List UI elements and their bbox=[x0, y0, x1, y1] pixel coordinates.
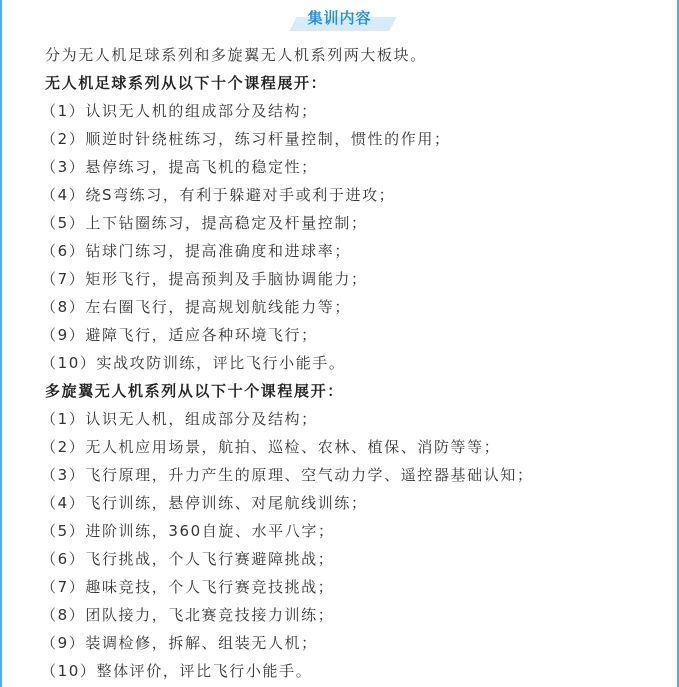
page-title: 集训内容 bbox=[307, 9, 372, 27]
list-item: （3）悬停练习，提高飞机的稳定性； bbox=[41, 158, 318, 176]
list-item: （1）认识无人机，组成部分及结构； bbox=[41, 410, 318, 428]
list-item: （9）避障飞行，适应各种环境飞行； bbox=[41, 326, 318, 344]
list-item: （6）钻球门练习，提高准确度和进球率； bbox=[41, 242, 351, 260]
list-item: （4）绕S弯练习，有利于躲避对手或利于进攻； bbox=[41, 186, 396, 204]
list-item: （5）进阶训练，360自旋、水平八字； bbox=[41, 522, 335, 540]
section-heading-multirotor: 多旋翼无人机系列从以下十个课程展开： bbox=[45, 382, 344, 400]
section-heading-football: 无人机足球系列从以下十个课程展开： bbox=[45, 74, 328, 92]
list-item: （2）顺逆时针绕桩练习，练习杆量控制，惯性的作用； bbox=[41, 130, 451, 148]
list-item: （6）飞行挑战，个人飞行赛避障挑战； bbox=[41, 550, 335, 568]
list-item: （8）团队接力，飞北赛竞技接力训练； bbox=[41, 606, 335, 624]
list-item: （2）无人机应用场景，航拍、巡检、农林、植保、消防等等； bbox=[41, 438, 501, 456]
list-item: （9）装调检修，拆解、组装无人机； bbox=[41, 634, 318, 652]
list-item: （5）上下钻圈练习，提高稳定及杆量控制； bbox=[41, 214, 368, 232]
list-item: （4）飞行训练，悬停训练、对尾航线训练； bbox=[41, 494, 368, 512]
list-item: （7）矩形飞行，提高预判及手脑协调能力； bbox=[41, 270, 368, 288]
list-item: （10）整体评价，评比飞行小能手。 bbox=[41, 662, 313, 680]
title-badge bbox=[297, 5, 381, 31]
list-item: （3）飞行原理，升力产生的原理、空气动力学、遥控器基础认知； bbox=[41, 466, 534, 484]
section-title bbox=[0, 5, 679, 31]
list-item: （1）认识无人机的组成部分及结构； bbox=[41, 102, 318, 120]
list-item: （8）左右圈飞行，提高规划航线能力等； bbox=[41, 298, 351, 316]
intro-text: 分为无人机足球系列和多旋翼无人机系列两大板块。 bbox=[45, 46, 427, 64]
article-body bbox=[41, 41, 665, 685]
list-item: （7）趣味竞技，个人飞行赛竞技挑战； bbox=[41, 578, 335, 596]
list-item: （10）实战攻防训练，评比飞行小能手。 bbox=[41, 354, 346, 372]
